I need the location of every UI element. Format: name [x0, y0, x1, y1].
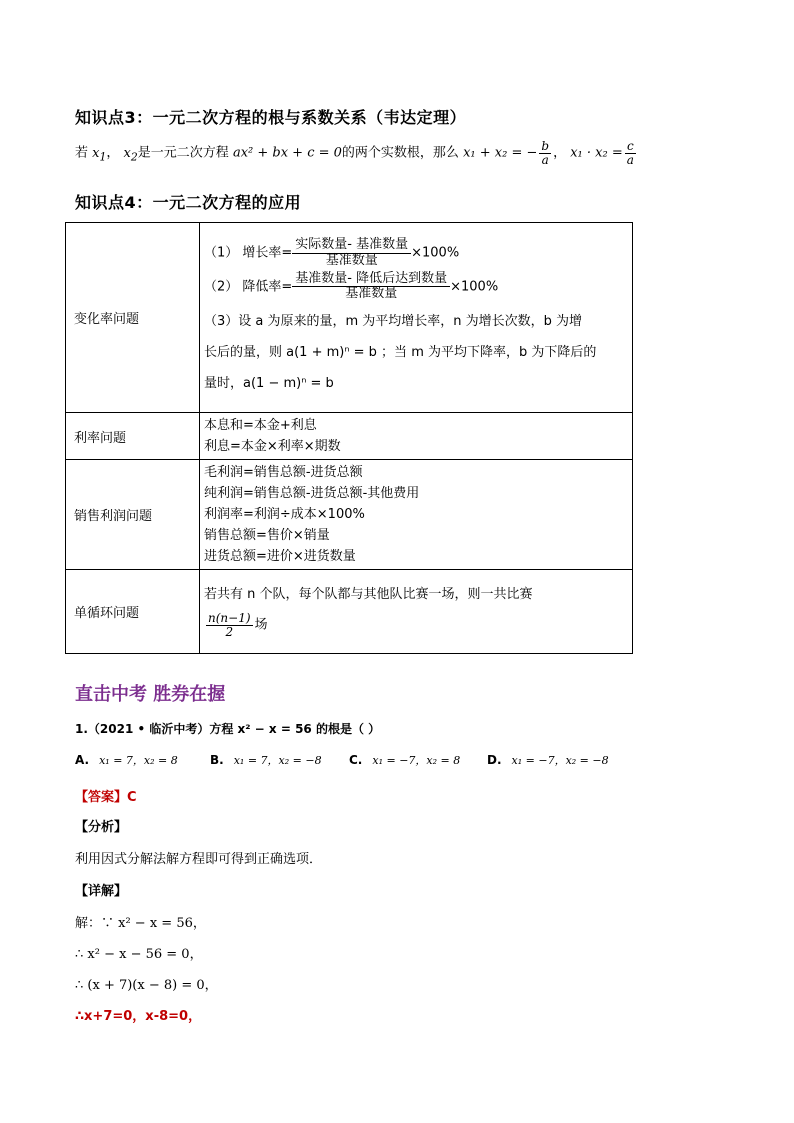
product-fraction: $\frac{c}{a}$	[626, 139, 634, 167]
vieta-mid: 是一元二次方程	[137, 145, 229, 161]
solution-step: 解：∵ x² − x = 56，	[75, 916, 206, 931]
vieta-formula-line	[75, 140, 638, 166]
product-lhs: x₁ · x₂ =	[570, 145, 623, 161]
row-label: 单循环问题	[66, 570, 200, 654]
solution-step: ∴ (x + 7)(x − 8) = 0，	[75, 978, 218, 993]
question-stem: 1.（2021 • 临沂中考）方程 x² − x = 56 的根是（ ）	[75, 722, 381, 736]
option-c[interactable]: C. x₁ = −7，x₂ = 8	[349, 753, 461, 767]
detail-tag: 【详解】	[75, 884, 128, 899]
root-x1: $x_1$	[92, 145, 107, 164]
table-row	[66, 413, 633, 460]
solution-step: ∴ x² − x − 56 = 0，	[75, 947, 203, 962]
option-b[interactable]: B. x₁ = 7，x₂ = −8	[210, 753, 322, 767]
round-robin-cell: 若共有 n 个队，每个队都与其他队比赛一场，则一共比赛 $\frac{n(n-1)}{2}$ 场	[200, 570, 633, 654]
compound-rate-text: （3）设 a 为原来的量，m 为平均增长率，n 为增长次数，b 为增 长后的量，则 a(1 + m)ⁿ = b ；当 m 为平均下降率，b 为下降后的 量时，a(1 − m)ⁿ = b	[204, 313, 597, 391]
rate-change-cell	[200, 223, 633, 413]
vieta-sep: ，	[106, 145, 120, 161]
row-label: 销售利润问题	[66, 460, 200, 570]
sum-fraction: $\frac{b}{a}$	[541, 139, 550, 167]
solution-step: ∴x+7=0，x-8=0，	[75, 1009, 202, 1024]
kp4-heading: 知识点4：一元二次方程的应用	[75, 193, 302, 212]
analysis-text: 利用因式分解法解方程即可得到正确选项．	[75, 852, 323, 867]
analysis-tag: 【分析】	[75, 820, 128, 835]
answer: 【答案】C	[75, 790, 137, 805]
row-label: 变化率问题	[66, 223, 200, 413]
table-row	[66, 460, 633, 570]
row-label: 利率问题	[66, 413, 200, 460]
growth-rate-formula: （1） 增长率= $\frac{\text{实际数量- 基准数量}}{\text{基准数量}}$ ×100%	[204, 237, 460, 268]
vieta-pre: 若	[75, 145, 89, 161]
option-a[interactable]: A. x₁ = 7，x₂ = 8	[75, 753, 178, 767]
section-title: 直击中考 胜券在握	[75, 684, 226, 705]
root-x2: $x_2$	[123, 145, 138, 164]
table-row	[66, 223, 633, 413]
decline-rate-formula: （2） 降低率= $\frac{\text{基准数量- 降低后达到数量}}{\text{基准数量}}$ ×100%	[204, 271, 499, 302]
sales-profit-cell: 毛利润=销售总额-进货总额 纯利润=销售总额-进货总额-其他费用 利润率=利润÷成本×100% 销售总额=售价×销量 进货总额=进价×进货数量	[200, 460, 633, 570]
quadratic-equation: ax² + bx + c = 0	[232, 145, 342, 161]
interest-cell: 本息和=本金+利息 利息=本金×利率×期数	[200, 413, 633, 460]
vieta-comma: ，	[553, 145, 567, 161]
vieta-post: 的两个实数根，那么	[341, 145, 459, 161]
option-d[interactable]: D. x₁ = −7，x₂ = −8	[487, 753, 609, 767]
table-row	[66, 570, 633, 654]
application-table	[65, 222, 633, 654]
sum-lhs: x₁ + x₂ = −	[463, 145, 538, 161]
kp3-heading: 知识点3：一元二次方程的根与系数关系（韦达定理）	[75, 108, 467, 127]
